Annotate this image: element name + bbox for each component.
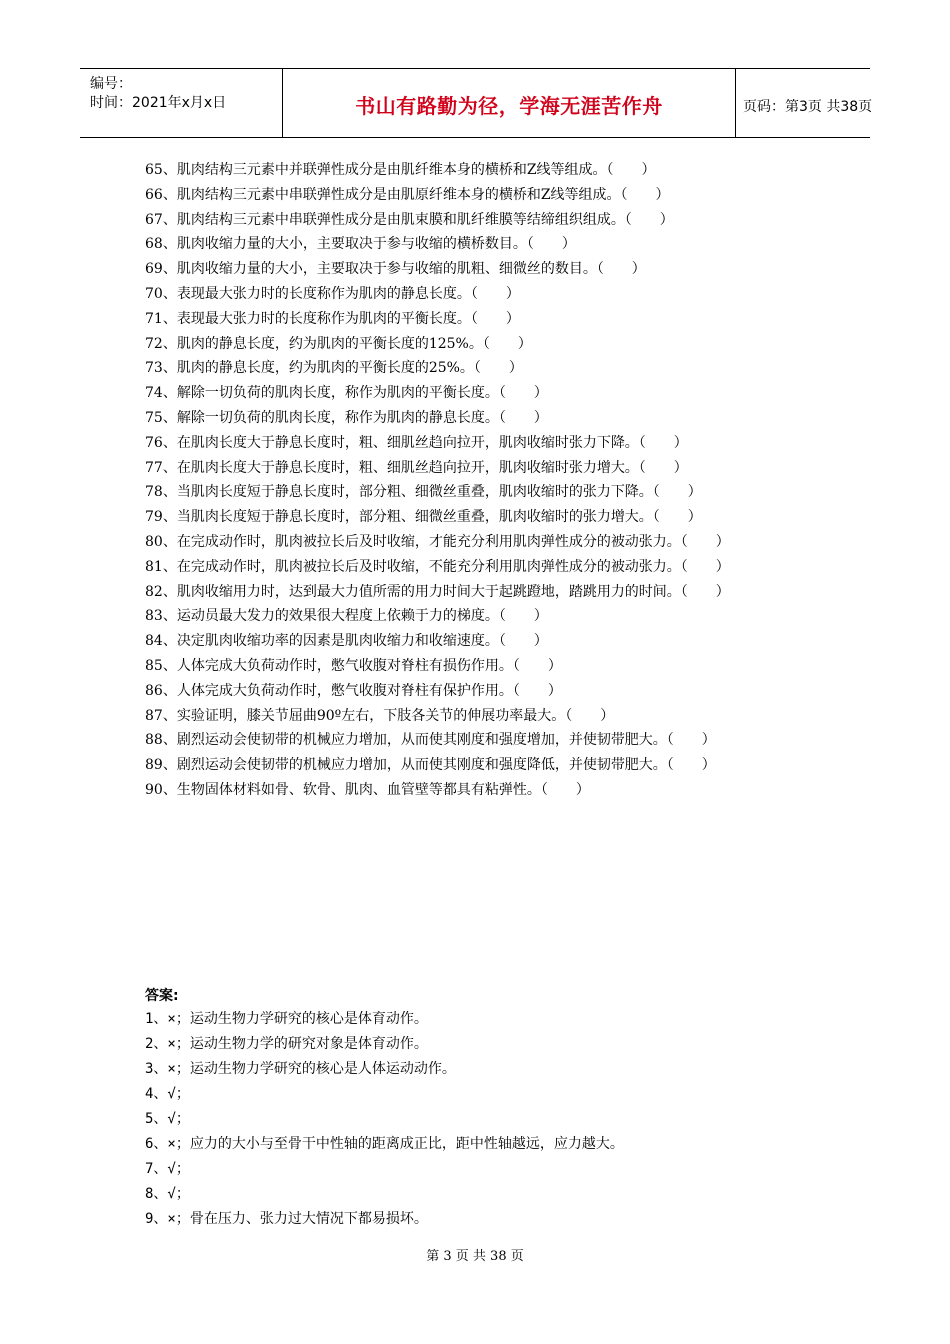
question-item: 82、肌肉收缩用力时，达到最大力值所需的用力时间大于起跳蹬地，踏跳用力的时间。（ ） bbox=[145, 583, 730, 600]
question-item: 73、肌肉的静息长度，约为肌肉的平衡长度的25%。（ ） bbox=[145, 360, 523, 377]
header-left-cell bbox=[80, 69, 282, 137]
question-item: 86、人体完成大负荷动作时，憋气收腹对脊柱有保护作用。（ ） bbox=[145, 682, 562, 699]
motto: 书山有路勤为径，学海无涯苦作舟 bbox=[355, 94, 663, 118]
answer-item: 4、√； bbox=[145, 1086, 190, 1102]
header-motto-cell bbox=[282, 69, 736, 137]
answers-title: 答案: bbox=[145, 988, 179, 1004]
question-item: 70、表现最大张力时的长度称作为肌肉的静息长度。（ ） bbox=[145, 285, 520, 302]
answer-item: 6、×；应力的大小与至骨干中性轴的距离成正比，距中性轴越远，应力越大。 bbox=[145, 1136, 624, 1152]
page-footer: 第 3 页 共 38 页 bbox=[426, 1249, 524, 1264]
answer-item: 9、×；骨在压力、张力过大情况下都易损坏。 bbox=[145, 1211, 428, 1227]
question-item: 84、决定肌肉收缩功率的因素是肌肉收缩力和收缩速度。（ ） bbox=[145, 633, 548, 650]
question-item: 71、表现最大张力时的长度称作为肌肉的平衡长度。（ ） bbox=[145, 310, 520, 327]
question-item: 79、当肌肉长度短于静息长度时，部分粗、细微丝重叠，肌肉收缩时的张力增大。（ ） bbox=[145, 509, 702, 526]
question-item: 85、人体完成大负荷动作时，憋气收腹对脊柱有损伤作用。（ ） bbox=[145, 657, 562, 674]
question-item: 65、肌肉结构三元素中并联弹性成分是由肌纤维本身的横桥和Z线等组成。（ ） bbox=[145, 162, 656, 178]
question-item: 68、肌肉收缩力量的大小，主要取决于参与收缩的横桥数目。（ ） bbox=[145, 236, 576, 253]
question-item: 66、肌肉结构三元素中串联弹性成分是由肌原纤维本身的横桥和Z线等组成。（ ） bbox=[145, 186, 670, 203]
question-item: 90、生物固体材料如骨、软骨、肌肉、血管壁等都具有粘弹性。（ ） bbox=[145, 781, 590, 798]
question-item: 89、剧烈运动会使韧带的机械应力增加，从而使其刚度和强度降低，并使韧带肥大。（ ） bbox=[145, 757, 716, 774]
question-item: 87、实验证明，膝关节屈曲90º左右，下肢各关节的伸展功率最大。（ ） bbox=[145, 707, 615, 724]
serial-label: 编号： bbox=[90, 76, 132, 92]
question-item: 69、肌肉收缩力量的大小，主要取决于参与收缩的肌粗、细微丝的数目。（ ） bbox=[145, 261, 646, 278]
answer-list bbox=[145, 1007, 624, 1232]
question-list bbox=[145, 158, 810, 803]
page-header bbox=[80, 68, 873, 138]
question-item: 80、在完成动作时，肌肉被拉长后及时收缩，才能充分利用肌肉弹性成分的被动张力。（ ） bbox=[145, 533, 730, 550]
answer-item: 3、×；运动生物力学研究的核心是人体运动动作。 bbox=[145, 1061, 456, 1077]
header-right-cell bbox=[735, 69, 873, 137]
question-item: 74、解除一切负荷的肌肉长度，称作为肌肉的平衡长度。（ ） bbox=[145, 385, 548, 402]
question-item: 88、剧烈运动会使韧带的机械应力增加，从而使其刚度和强度增加，并使韧带肥大。（ ） bbox=[145, 732, 716, 749]
question-item: 83、运动员最大发力的效果很大程度上依赖于力的梯度。（ ） bbox=[145, 608, 548, 625]
question-item: 72、肌肉的静息长度，约为肌肉的平衡长度的125%。（ ） bbox=[145, 335, 532, 352]
question-item: 77、在肌肉长度大于静息长度时，粗、细肌丝趋向拉开，肌肉收缩时张力增大。（ ） bbox=[145, 459, 688, 476]
question-item: 76、在肌肉长度大于静息长度时，粗、细肌丝趋向拉开，肌肉收缩时张力下降。（ ） bbox=[145, 434, 688, 451]
question-item: 67、肌肉结构三元素中串联弹性成分是由肌束膜和肌纤维膜等结缔组织组成。（ ） bbox=[145, 211, 674, 228]
answer-item: 8、√； bbox=[145, 1186, 190, 1202]
answer-item: 7、√； bbox=[145, 1161, 190, 1177]
question-item: 78、当肌肉长度短于静息长度时，部分粗、细微丝重叠，肌肉收缩时的张力下降。（ ） bbox=[145, 484, 702, 501]
question-item: 75、解除一切负荷的肌肉长度，称作为肌肉的静息长度。（ ） bbox=[145, 409, 548, 426]
answer-item: 5、√； bbox=[145, 1111, 190, 1127]
answer-item: 2、×；运动生物力学的研究对象是体育动作。 bbox=[145, 1036, 428, 1052]
question-item: 81、在完成动作时，肌肉被拉长后及时收缩，不能充分利用肌肉弹性成分的被动张力。（ ） bbox=[145, 558, 730, 575]
answer-item: 1、×；运动生物力学研究的核心是体育动作。 bbox=[145, 1011, 428, 1027]
page-code: 页码：第3页 共38页 bbox=[743, 99, 873, 115]
date-label: 时间：2021年x月x日 bbox=[90, 95, 227, 111]
